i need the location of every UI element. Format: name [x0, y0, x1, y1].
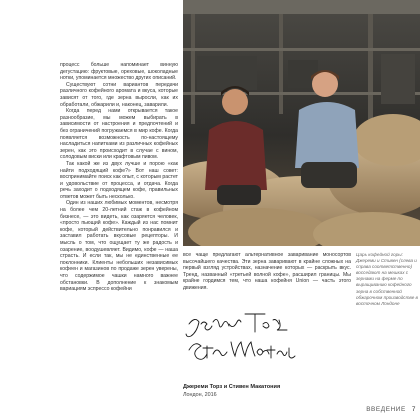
body-text-left-column — [60, 62, 178, 293]
signature-names: Джереми Торз и Стивен Макатония — [183, 384, 281, 390]
paragraph-3: Когда перед нами открывается такое разнообразие, мы можем выбирать в зависимости от настроения и предпочтений и без ограничений погружаемся в мир кофе. Когда появляется возможность по-настоящему насладиться напитками из различных кофейных зерен, как это происходит в случае с вином, солодовым виски или крафтовым пивом. — [60, 108, 178, 161]
photo-caption: Царь кофейной горы: Джереми и Стивен (слева и справа соответственно) восседают на мешках с зернами на ферме по выращиванию кофейного зерна в собственной обжарочном производстве в восточном Лондоне — [356, 252, 418, 306]
photo-founders-on-coffee-sacks — [183, 0, 420, 246]
paragraph-4: Так какой же из двух лучше и порою «как найти подходящий кофе?» Вот наш совет: воспринимайте поиск как опыт, с которым растет и удовольствие от процесса, и отдача. Когда речь заходит о подходящем кофе, правильных ответов может быть несколько. — [60, 160, 178, 200]
page-number: 7 — [411, 406, 416, 413]
handwritten-signatures — [183, 310, 303, 368]
paragraph-2: Существуют сотни вариантов передачи различного кофейного аромата и вкуса, которые зависят от того, где зерна выросли, как их обработали, обжарили и, наконец, заварили. — [60, 81, 178, 108]
body-text-right-column — [183, 252, 351, 292]
signature-place-date: Лондон, 2016 — [183, 392, 217, 398]
paragraph-6: все чаще предлагают альтернативное заваривание моносортов высочайшего качества. Эти зерна заваривают в крайне сложных на первый взгляд устройствах, назначение которых — раскрыть вкус. Тренд, названный «третьей волной кофе», расширил границы. Мы крайне гордимся тем, что наша кофейня Union — часть этого движения. — [183, 252, 351, 291]
paragraph-1: процесс больше напоминает винную дегустацию: фруктовые, ореховые, шоколадные нотки, упоминается множество других описаний. — [60, 62, 178, 82]
section-title: ВВЕДЕНИЕ — [366, 406, 406, 413]
paragraph-5: Один из наших любимых моментов, несмотря на более чем 20-летний стаж в кофейном бизнесе, — это видеть, как озаряется человек, «просто пьющий кофе». Каждый из нас помнит кофе, который действительно понравился и заставил работать вкусовые рецепторы. И мысль о том, что ощущает ту же радость и озарение, воодушевляет. Видимо, кофе — наша страсть. И если так, мы не единственные ее поклонники. Клиенты небольших независимых кофеен и магазинов по продаже зерен уверены, что содержимое чашки намного важнее обстановки. В дополнение к знакомым вариациям эспрессо кофейни — [60, 200, 178, 293]
page-footer — [336, 406, 416, 413]
